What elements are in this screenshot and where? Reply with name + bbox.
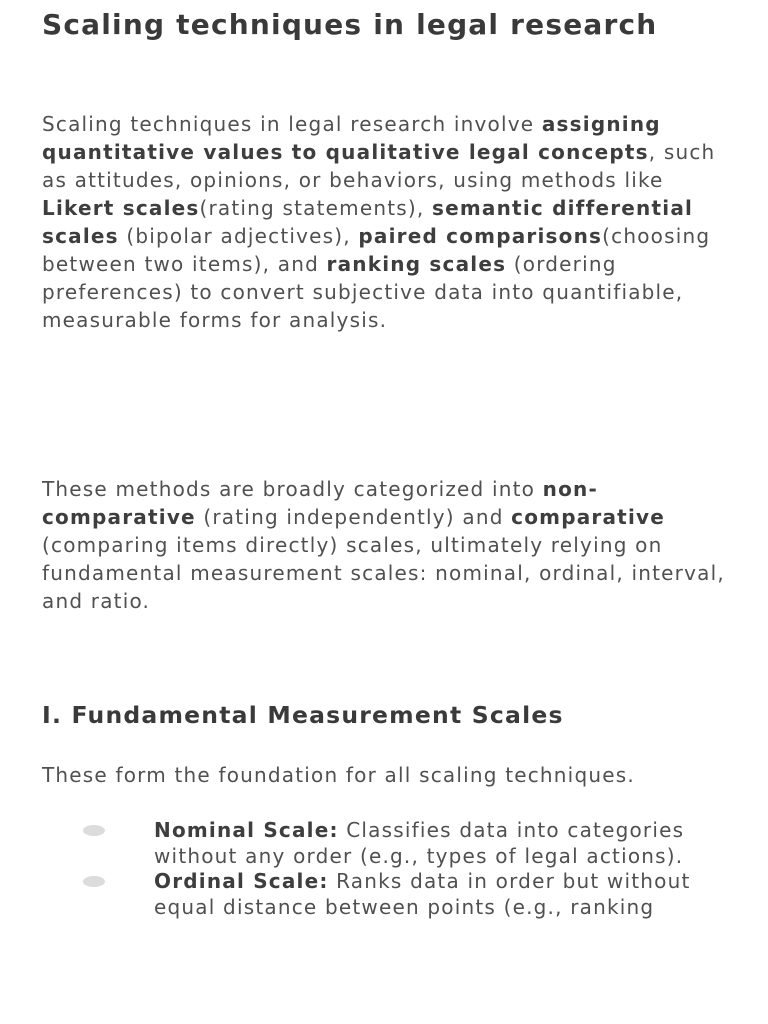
methods-bold-noncomparative: non-comparative: [42, 477, 598, 529]
bullet-term: Nominal Scale:: [154, 818, 339, 842]
intro-paragraph: [42, 110, 742, 334]
intro-bold-paired: paired comparisons: [358, 224, 603, 248]
methods-text-1: These methods are broadly categorized into: [42, 477, 543, 501]
intro-text-6: (ordering preferences) to convert subjective data into quantifiable, measurable forms for analysis.: [42, 252, 684, 332]
section-heading: I. Fundamental Measurement Scales: [42, 701, 564, 729]
intro-text-2: , such as attitudes, opinions, or behaviors, using methods like: [42, 140, 716, 192]
bullet-text: Ranks data in order but without equal distance between points (e.g., ranking: [154, 869, 691, 919]
methods-bold-comparative: comparative: [511, 505, 665, 529]
list-item: [0, 869, 734, 920]
bullet-term: Ordinal Scale:: [154, 869, 329, 893]
intro-text-4: (bipolar adjectives),: [118, 224, 359, 248]
intro-bold-semantic: semantic differential scales: [42, 196, 694, 248]
intro-text-5: (choosing between two items), and: [42, 224, 711, 276]
bullet-dot-icon: [83, 825, 105, 836]
bullet-text: Classifies data into categories without any order (e.g., types of legal actions).: [154, 818, 685, 868]
section-lead: These form the foundation for all scaling techniques.: [42, 763, 635, 787]
intro-text-3: (rating statements),: [199, 196, 433, 220]
methods-text-2: (rating independently) and: [195, 505, 512, 529]
methods-paragraph: [42, 475, 742, 615]
intro-bold-1: assigning quantitative values to qualitative legal concepts: [42, 112, 661, 164]
bullet-list: [0, 818, 768, 920]
page-title: Scaling techniques in legal research: [42, 8, 658, 41]
methods-text-3: (comparing items directly) scales, ultimately relying on fundamental measurement scales: nominal, ordinal, interval, and ratio.: [42, 533, 725, 613]
intro-bold-ranking: ranking scales: [326, 252, 507, 276]
intro-bold-likert: Likert scales: [42, 196, 200, 220]
bullet-dot-icon: [83, 876, 105, 887]
intro-text-1: Scaling techniques in legal research involve: [42, 112, 542, 136]
list-item: [0, 818, 734, 869]
